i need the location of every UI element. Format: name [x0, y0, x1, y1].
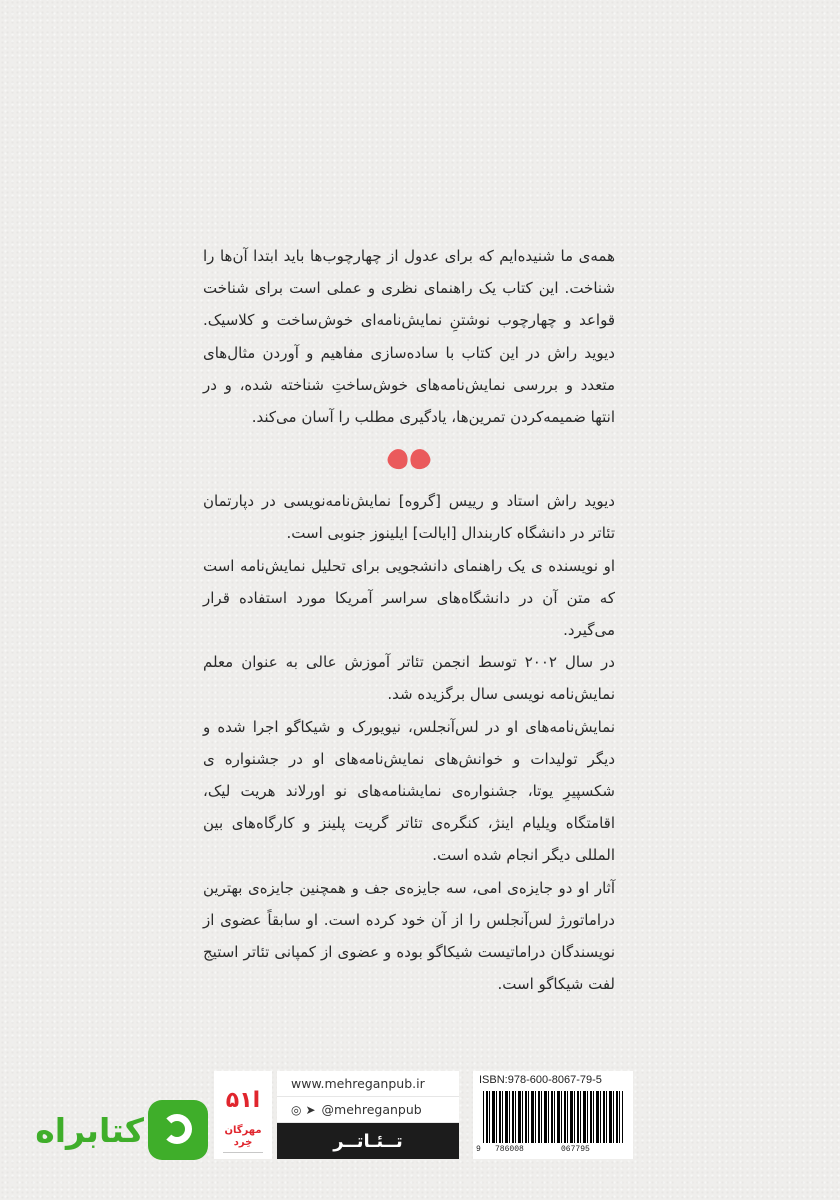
- ornament-left-shape: [407, 447, 432, 472]
- back-cover-text: [203, 240, 615, 1000]
- ketabrah-logo: [35, 1098, 208, 1162]
- telegram-icon: ➤: [305, 1102, 316, 1117]
- social-handle: @mehreganpub: [321, 1102, 422, 1117]
- isbn-text: ISBN:978-600-8067-79-5: [479, 1074, 602, 1086]
- publisher-rule: [223, 1152, 263, 1153]
- barcode-digit-lead: 9: [476, 1145, 481, 1154]
- barcode-digits-right: 067795: [561, 1145, 590, 1154]
- publisher-logo: [214, 1071, 272, 1159]
- social-row: [277, 1097, 459, 1123]
- bio-paragraph: او نویسنده ی یک راهنمای دانشجویی برای تحلیل نمایش‌نامه است که متن آن در دانشگاه‌های سراسر آمریکا مورد استفاده قرار می‌گیرد.: [203, 556, 615, 640]
- series-label: تــئـاتــر: [277, 1123, 459, 1159]
- bio-paragraph: دیوید راش استاد و رییس [گروه] نمایش‌نامه‌نویسی در دپارتمان تئاتر در دانشگاه کاربندال [ایالت] ایلینوز جنوبی است.: [203, 492, 615, 543]
- ornament-right-shape: [385, 447, 410, 472]
- ornament-divider: [203, 433, 615, 485]
- website-row: [277, 1071, 459, 1097]
- barcode-box: [473, 1071, 633, 1159]
- bio-paragraph: در سال ۲۰۰۲ توسط انجمن تئاتر آموزش عالی به عنوان معلم نمایش‌نامه نویسی سال برگزیده شد.: [203, 653, 615, 704]
- barcode-digits-left: 786008: [495, 1145, 524, 1154]
- publisher-mark: ا۵۱: [225, 1088, 261, 1113]
- publisher-name: مهرگان خِرد: [224, 1125, 262, 1148]
- ketabrah-icon: [148, 1100, 208, 1160]
- website-text: www.mehreganpub.ir: [291, 1076, 425, 1091]
- instagram-icon: ◎: [291, 1102, 302, 1117]
- bio-paragraph: آثار او دو جایزه‌ی امی، سه جایزه‌ی جف و همچنین جایزه‌ی بهترین دراماتورژ لس‌آنجلس را از آن خود کرده است. او سابقاً عضوی از نویسندگان دراماتیست شیکاگو بوده و عضوی از کمپانی تئاتر استیج لفت شیکاگو است.: [203, 878, 615, 994]
- blurb-paragraph: همه‌ی ما شنیده‌ایم که برای عدول از چهارچوب‌ها باید ابتدا آن‌ها را شناخت. این کتاب یک راهنمای نظری و عملی است برای شناخت قواعد و چهارچوب نوشتنِ نمایش‌نامه‌ای خوش‌ساخت و کلاسیک. دیوید راش در این کتاب با ساده‌سازی مفاهیم و آوردن مثال‌های متعدد و بررسی نمایش‌نامه‌های خوش‌ساختِ شناخته شده، و در انتها ضمیمه‌کردن تمرین‌ها، یادگیری مطلب را آسان می‌کند.: [203, 247, 615, 427]
- publisher-info-box: [277, 1071, 459, 1159]
- ketabrah-wordmark: کتابراه: [35, 1110, 144, 1150]
- barcode-bars: [483, 1091, 623, 1143]
- bio-paragraph: نمایش‌نامه‌های او در لس‌آنجلس، نیویورک و شیکاگو اجرا شده و دیگر تولیدات و خوانش‌های نمایش‌نامه‌های او در جشنواره ی شکسپیرِ یوتا، جشنواره‌ی نمایشنامه‌های نو اورلاند هریت لیک، اقامتگاه ویلیام اینژ، کنگره‌ی تئاتر گریت پلینز و کارگاه‌های بین المللی دیگر انجام شده است.: [203, 717, 615, 865]
